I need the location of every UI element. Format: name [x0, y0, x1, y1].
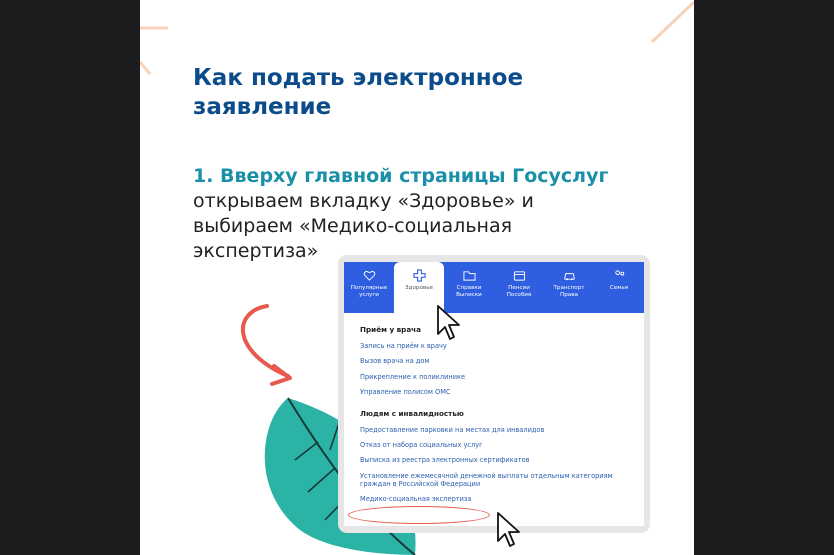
tab-transport-line1: Транспорт [553, 285, 585, 291]
screenshot-panel [338, 255, 650, 533]
tab-popular-line1: Популярные [350, 285, 388, 291]
heart-icon [363, 269, 376, 282]
link-certificates-registry[interactable]: Выписка из реестра электронных сертификатов [360, 456, 530, 465]
folder-icon [463, 269, 476, 282]
tab-bar [344, 262, 644, 313]
step-text [193, 164, 633, 264]
highlight-oval [348, 506, 490, 524]
link-social-refusal[interactable]: Отказ от набора социальных услуг [360, 440, 483, 449]
family-icon [613, 269, 626, 282]
tab-popular[interactable] [344, 262, 394, 313]
link-clinic-attachment[interactable]: Прикрепление к поликлинике [360, 372, 466, 381]
wallet-icon [513, 269, 526, 282]
link-doctor-appointment[interactable]: Запись на приём к врачу [360, 342, 447, 350]
section-title-doctor: Приём у врача [360, 325, 421, 334]
tab-certificates-line2: Выписки [456, 292, 482, 298]
tab-family[interactable] [594, 262, 644, 313]
link-monthly-payment[interactable] [360, 472, 642, 488]
link-mse[interactable]: Медико-социальная экспертиза [360, 494, 472, 503]
tab-popular-line2: услуги [359, 292, 379, 298]
step-line-2: открываем вкладку «Здоровье» и [193, 190, 534, 212]
link-monthly-payment-line1: Установление ежемесячной денежной выплаты отдельным категориям [360, 471, 613, 480]
step-line-3: выбираем «Медико-социальная [193, 215, 513, 237]
title-line-2: заявление [193, 94, 332, 120]
link-home-visit[interactable]: Вызов врача на дом [360, 357, 430, 366]
tab-family-label: Семья [609, 285, 629, 291]
tab-certificates-line1: Справки [456, 285, 482, 291]
tab-health-label: Здоровье [405, 285, 433, 291]
section-title-disability: Людям с инвалидностью [360, 408, 464, 418]
link-oms-policy[interactable]: Управление полисом ОМС [360, 388, 451, 397]
link-parking[interactable]: Предоставление парковки на местах для инвалидов [360, 425, 545, 434]
page-title [193, 64, 593, 122]
title-line-1: Как подать электронное [193, 65, 524, 91]
car-icon [563, 269, 576, 282]
tab-pensions-line2: Пособия [506, 292, 532, 298]
gosuslugi-menu [344, 262, 644, 526]
slide [140, 0, 694, 555]
tab-transport[interactable] [544, 262, 594, 313]
link-monthly-payment-line2: граждан в Российской Федерации [360, 479, 481, 488]
tab-pensions[interactable] [494, 262, 544, 313]
mouse-cursor-icon [496, 511, 522, 551]
mouse-cursor-icon [436, 304, 462, 344]
step-line-4: экспертиза» [193, 240, 319, 262]
tab-pensions-line1: Пенсии [508, 285, 530, 291]
curved-arrow-icon [232, 300, 302, 390]
medical-cross-icon [413, 269, 426, 282]
health-menu [360, 325, 642, 510]
tab-transport-line2: Права [560, 292, 578, 298]
step-lead: 1. Вверху главной страницы Госуслуг [193, 165, 609, 187]
